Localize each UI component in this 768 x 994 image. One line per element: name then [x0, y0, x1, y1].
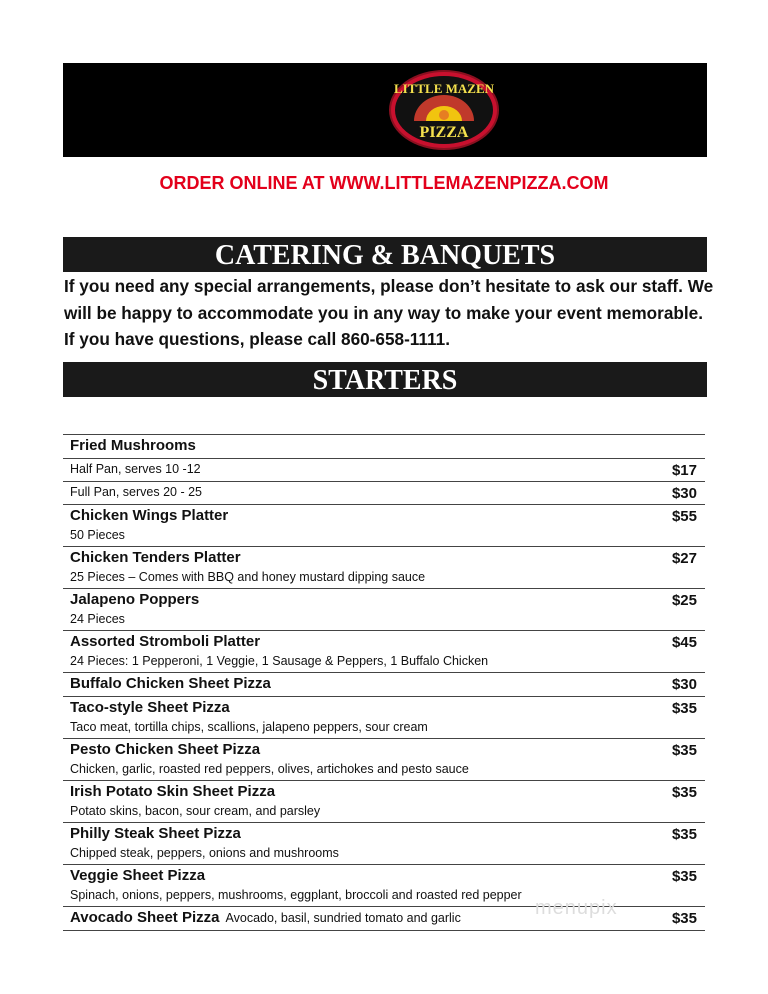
catering-text: If you need any special arrangements, please don’t hesitate to ask our staff. We will be happy to accommodate you in any way to make your event memorable. If you have questions, please call 860-658-1111.: [64, 276, 714, 349]
item-name: [70, 866, 698, 886]
item-name: [70, 740, 698, 760]
item-name-text: Taco-style Sheet Pizza: [70, 699, 230, 716]
menu-item: [63, 697, 705, 739]
item-price: $17: [671, 462, 697, 479]
item-name: [70, 548, 698, 568]
menu-item: [63, 631, 705, 673]
item-price: $35: [671, 700, 697, 717]
item-name: [70, 824, 698, 844]
item-description: Potato skins, bacon, sour cream, and parsley: [70, 804, 321, 818]
item-name-text: Veggie Sheet Pizza: [70, 867, 206, 884]
menu-item: [63, 739, 705, 781]
menu-item: [63, 673, 705, 697]
starters-menu: [63, 434, 705, 931]
item-price: $35: [671, 826, 697, 843]
catering-heading: CATERING & BANQUETS: [63, 237, 707, 272]
item-price: $25: [671, 592, 697, 609]
item-name: [70, 782, 698, 802]
menu-item: [63, 482, 705, 505]
item-name: [70, 436, 698, 456]
item-name: [70, 674, 698, 694]
item-price: $45: [671, 634, 697, 651]
item-name-text: Pesto Chicken Sheet Pizza: [70, 741, 261, 758]
item-description: Spinach, onions, peppers, mushrooms, eggplant, broccoli and roasted red pepper: [70, 888, 522, 902]
item-description: 25 Pieces – Comes with BBQ and honey mustard dipping sauce: [70, 570, 426, 584]
menu-item: [63, 781, 705, 823]
item-description: Full Pan, serves 20 - 25: [70, 485, 203, 499]
item-description: Chipped steak, peppers, onions and mushrooms: [70, 846, 339, 860]
svg-text:PIZZA: PIZZA: [419, 124, 469, 141]
item-description: 50 Pieces: [70, 528, 125, 542]
item-price: $30: [671, 676, 697, 693]
item-price: $35: [671, 868, 697, 885]
order-online-link[interactable]: ORDER ONLINE AT WWW.LITTLEMAZENPIZZA.COM: [159, 173, 609, 193]
svg-text:LITTLE MAZEN: LITTLE MAZEN: [393, 81, 495, 96]
watermark: menupix: [535, 897, 618, 919]
item-price: $35: [671, 910, 697, 927]
item-name-text: Irish Potato Skin Sheet Pizza: [70, 783, 276, 800]
item-price: $30: [671, 485, 697, 502]
item-name-text: Fried Mushrooms: [70, 437, 196, 454]
menu-item: [63, 823, 705, 865]
item-price: $27: [671, 550, 697, 567]
item-description: Chicken, garlic, roasted red peppers, olives, artichokes and pesto sauce: [70, 762, 469, 776]
item-price: $55: [671, 508, 697, 525]
item-price: $35: [671, 784, 697, 801]
item-description: 24 Pieces: [70, 612, 125, 626]
item-name-text: Assorted Stromboli Platter: [70, 633, 261, 650]
item-price: $35: [671, 742, 697, 759]
item-description: Avocado, basil, sundried tomato and garlic: [225, 911, 461, 925]
little-mazen-pizza-logo: [388, 69, 500, 151]
item-name-text: Avocado Sheet Pizza: [70, 909, 220, 926]
menu-item: [63, 547, 705, 589]
item-name: [70, 590, 698, 610]
item-name-text: Buffalo Chicken Sheet Pizza: [70, 675, 271, 692]
item-name-text: Chicken Wings Platter: [70, 507, 229, 524]
starters-heading: STARTERS: [63, 362, 707, 397]
menu-item: [63, 589, 705, 631]
item-name-text: Philly Steak Sheet Pizza: [70, 825, 241, 842]
item-name: [70, 698, 698, 718]
header-banner: [63, 63, 707, 157]
item-name: [70, 506, 698, 526]
menu-item: [63, 459, 705, 482]
menu-item: [63, 435, 705, 459]
item-description: Taco meat, tortilla chips, scallions, jalapeno peppers, sour cream: [70, 720, 428, 734]
item-name: [70, 632, 698, 652]
item-description: Half Pan, serves 10 -12: [70, 462, 201, 476]
item-name-text: Jalapeno Poppers: [70, 591, 200, 608]
item-name-text: Chicken Tenders Platter: [70, 549, 241, 566]
menu-item: [63, 505, 705, 547]
item-description: 24 Pieces: 1 Pepperoni, 1 Veggie, 1 Sausage & Peppers, 1 Buffalo Chicken: [70, 654, 489, 668]
